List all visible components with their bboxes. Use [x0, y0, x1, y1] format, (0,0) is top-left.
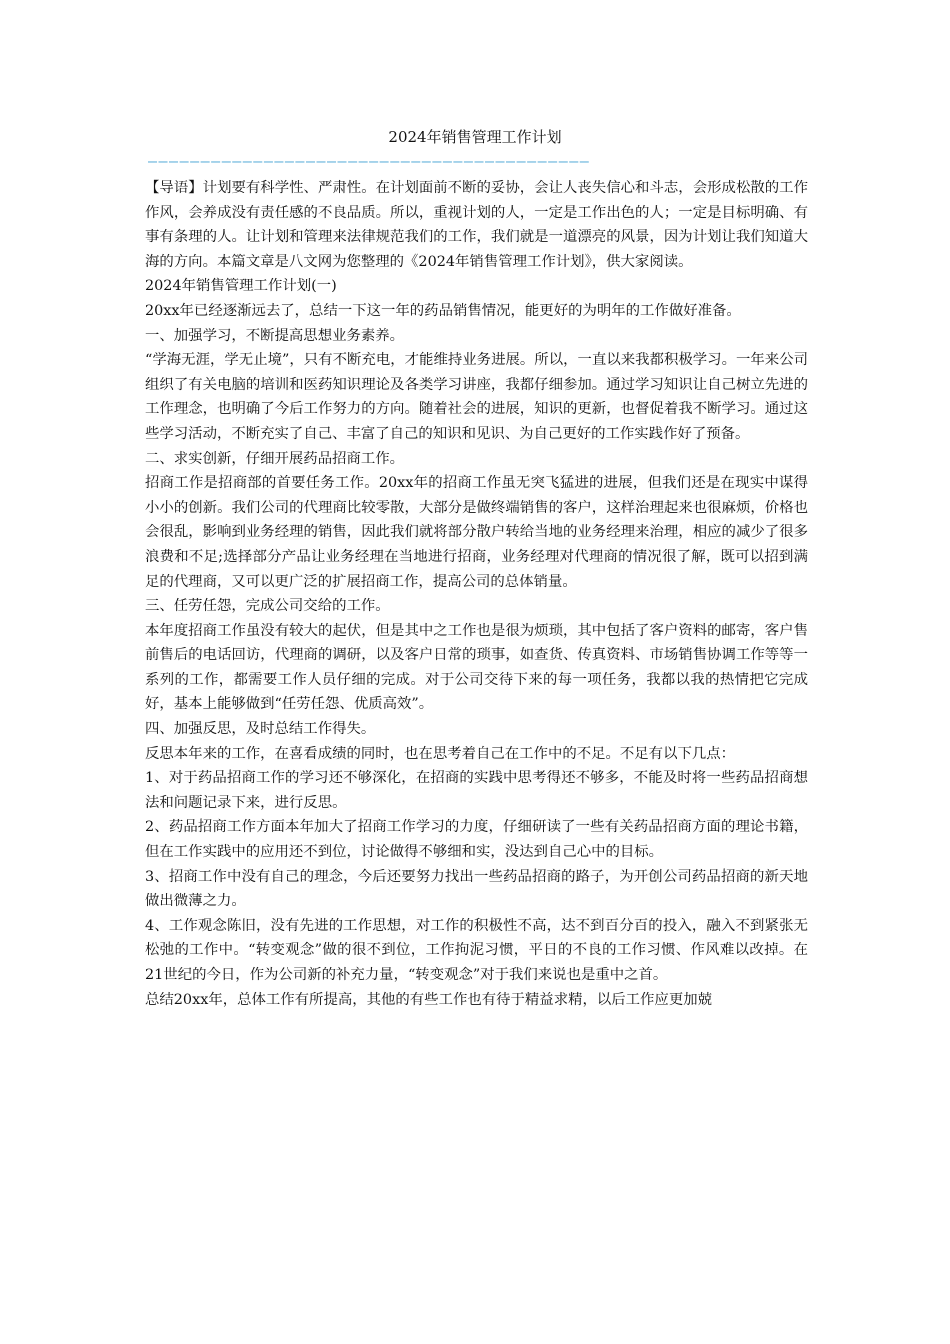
intro-paragraph: 【导语】计划要有科学性、严肃性。在计划面前不断的妥协，会让人丧失信心和斗志，会形成松散的工作作风，会养成没有责任感的不良品质。所以，重视计划的人，一定是工作出色的人；一定是目标明确、有事有条理的人。让计划和管理来法律规范我们的工作，我们就是一道漂亮的风景，因为计划让我们知道大海的方向。本篇文章是八文网为您整理的《2024年销售管理工作计划》，供大家阅读。: [145, 180, 808, 270]
document-title: 2024年销售管理工作计划: [388, 128, 562, 146]
body-paragraph: “学海无涯，学无止境”，只有不断充电，才能维持业务进展。所以，一直以来我都积极学习。一年来公司组织了有关电脑的培训和医药知识理论及各类学习讲座，我都仔细参加。通过学习知识让自己树立先进的工作理念，也明确了今后工作努力的方向。随着社会的进展，知识的更新，也督促着我不断学习。通过这些学习活动，不断充实了自己、丰富了自己的知识和见识、为自己更好的工作实践作好了预备。: [145, 352, 808, 442]
section-heading: 一、加强学习，不断提高思想业务素养。: [145, 327, 405, 344]
body-paragraph: 总结20xx年，总体工作有所提高，其他的有些工作也有待于精益求精，以后工作应更加兢: [145, 991, 712, 1008]
body-paragraph: 反思本年来的工作，在喜看成绩的同时，也在思考着自己在工作中的不足。不足有以下几点：: [145, 745, 736, 762]
list-item: 4、工作观念陈旧，没有先进的工作思想，对工作的积极性不高，达不到百分百的投入，融入不到紧张无松弛的工作中。“转变观念”做的很不到位，工作拘泥习惯，平日的不良的工作习惯、作风难以改掉。在21世纪的今日，作为公司新的补充力量，“转变观念”对于我们来说也是重中之首。: [145, 917, 808, 983]
body-paragraph: 本年度招商工作虽没有较大的起伏，但是其中之工作也是很为烦琐，其中包括了客户资料的邮寄，客户售前售后的电话回访，代理商的调研，以及客户日常的琐事，如查货、传真资料、市场销售协调工作等等一系列的工作，都需要工作人员仔细的完成。对于公司交待下来的每一项任务，我都以我的热情把它完成好，基本上能够做到“任劳任怨、优质高效”。: [145, 622, 808, 713]
section-heading: 四、加强反思，及时总结工作得失。: [145, 721, 376, 738]
body-paragraph: 20xx年已经逐渐远去了，总结一下这一年的药品销售情况，能更好的为明年的工作做好准备。: [145, 302, 741, 319]
title-divider: ——————————————————————————————————————————: [148, 152, 591, 170]
document-body: [145, 176, 808, 1012]
section-heading: 二、求实创新，仔细开展药品招商工作。: [145, 450, 405, 467]
list-item: 1、对于药品招商工作的学习还不够深化，在招商的实践中思考得还不够多，不能及时将一些药品招商想法和问题记录下来，进行反思。: [145, 770, 808, 811]
list-item: 2、药品招商工作方面本年加大了招商工作学习的力度，仔细研读了一些有关药品招商方面的理论书籍，但在工作实践中的应用还不到位，讨论做得不够细和实，没达到自己心中的目标。: [145, 819, 808, 861]
section-heading: 三、任劳任怨，完成公司交给的工作。: [145, 598, 390, 615]
body-paragraph: 招商工作是招商部的首要任务工作。20xx年的招商工作虽无突飞猛进的进展，但我们还是在现实中谋得小小的创新。我们公司的代理商比较零散，大部分是做终端销售的客户，这样治理起来也很麻烦，价格也会很乱，影响到业务经理的销售，因此我们就将部分散户转给当地的业务经理来治理，相应的减少了很多浪费和不足;选择部分产品让业务经理在当地进行招商，业务经理对代理商的情况很了解，既可以招到满足的代理商，又可以更广泛的扩展招商工作，提高公司的总体销量。: [145, 475, 808, 590]
section-heading: 2024年销售管理工作计划(一): [145, 278, 337, 295]
list-item: 3、招商工作中没有自己的理念，今后还要努力找出一些药品招商的路子，为开创公司药品招商的新天地做出微薄之力。: [145, 868, 808, 910]
